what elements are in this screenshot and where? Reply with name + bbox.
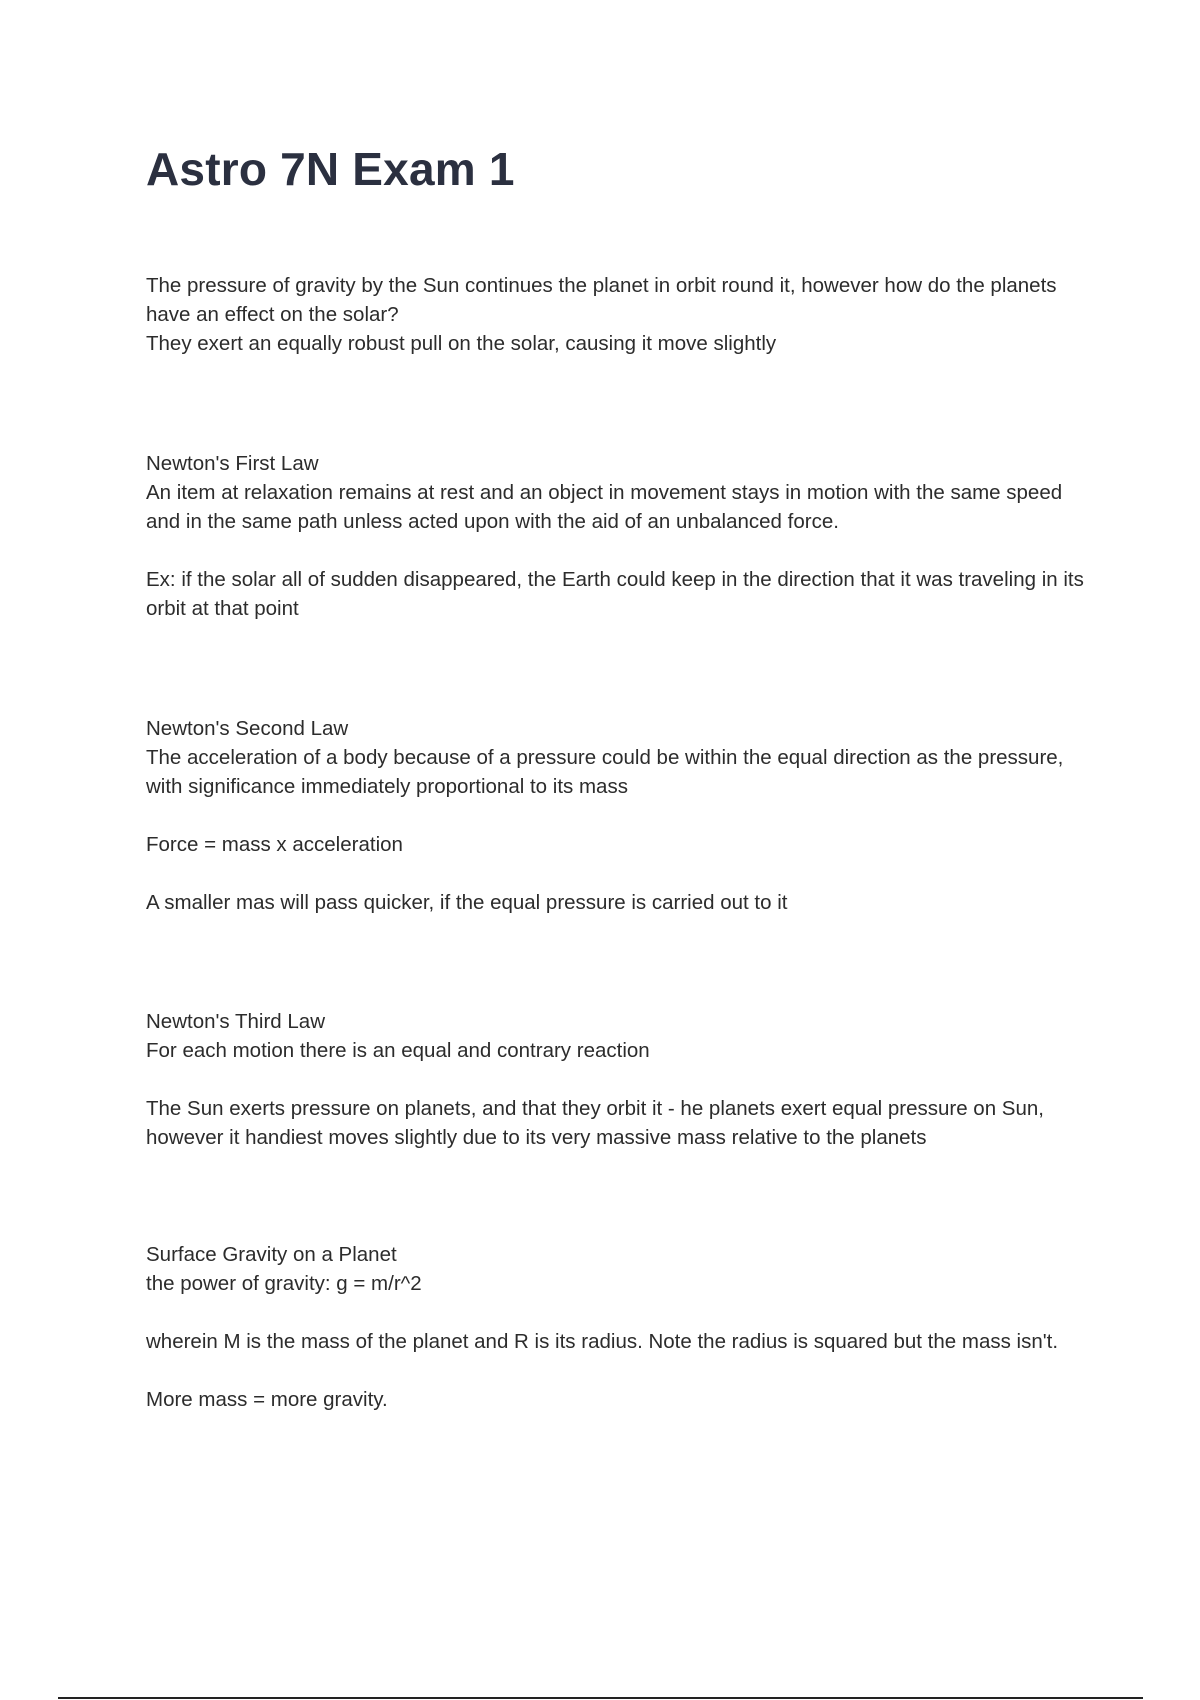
card-term: The pressure of gravity by the Sun continues the planet in orbit round it, however how do the planets have an effect on the solar?: [146, 274, 1057, 326]
document-title: Astro 7N Exam 1: [146, 143, 515, 195]
card-definition: the power of gravity: g = m/r^2: [146, 1272, 422, 1295]
card-definition: Force = mass x acceleration: [146, 833, 403, 856]
card-definition: The Sun exerts pressure on planets, and that they orbit it - he planets exert equal pressure on Sun, however it handiest moves slightly due to its very massive mass relative to the planets: [146, 1097, 1044, 1149]
card-term: Newton's Third Law: [146, 1010, 326, 1033]
card-definition: An item at relaxation remains at rest and an object in movement stays in motion with the same speed and in the same path unless acted upon with the aid of an unbalanced force.: [146, 481, 1063, 533]
card-definition: Ex: if the solar all of sudden disappeared, the Earth could keep in the direction that it was traveling in its orbit at that point: [146, 568, 1084, 620]
card-2: [146, 449, 1086, 623]
card-term: Newton's First Law: [146, 452, 319, 475]
card-definition: They exert an equally robust pull on the solar, causing it move slightly: [146, 332, 777, 355]
card-definition: More mass = more gravity.: [146, 1388, 388, 1411]
card-4: [146, 1007, 1086, 1152]
card-term: Newton's Second Law: [146, 717, 349, 740]
card-1: [146, 271, 1086, 358]
card-definition: For each motion there is an equal and contrary reaction: [146, 1039, 650, 1062]
card-definition: The acceleration of a body because of a pressure could be within the equal direction as the pressure, with significance immediately proportional to its mass: [146, 746, 1064, 798]
card-5: [146, 1240, 1086, 1414]
footer-divider: [58, 1697, 1143, 1699]
card-3: [146, 714, 1086, 917]
card-definition: wherein M is the mass of the planet and R is its radius. Note the radius is squared but the mass isn't.: [146, 1330, 1059, 1353]
card-term: Surface Gravity on a Planet: [146, 1243, 397, 1266]
card-definition: A smaller mas will pass quicker, if the equal pressure is carried out to it: [146, 891, 788, 914]
